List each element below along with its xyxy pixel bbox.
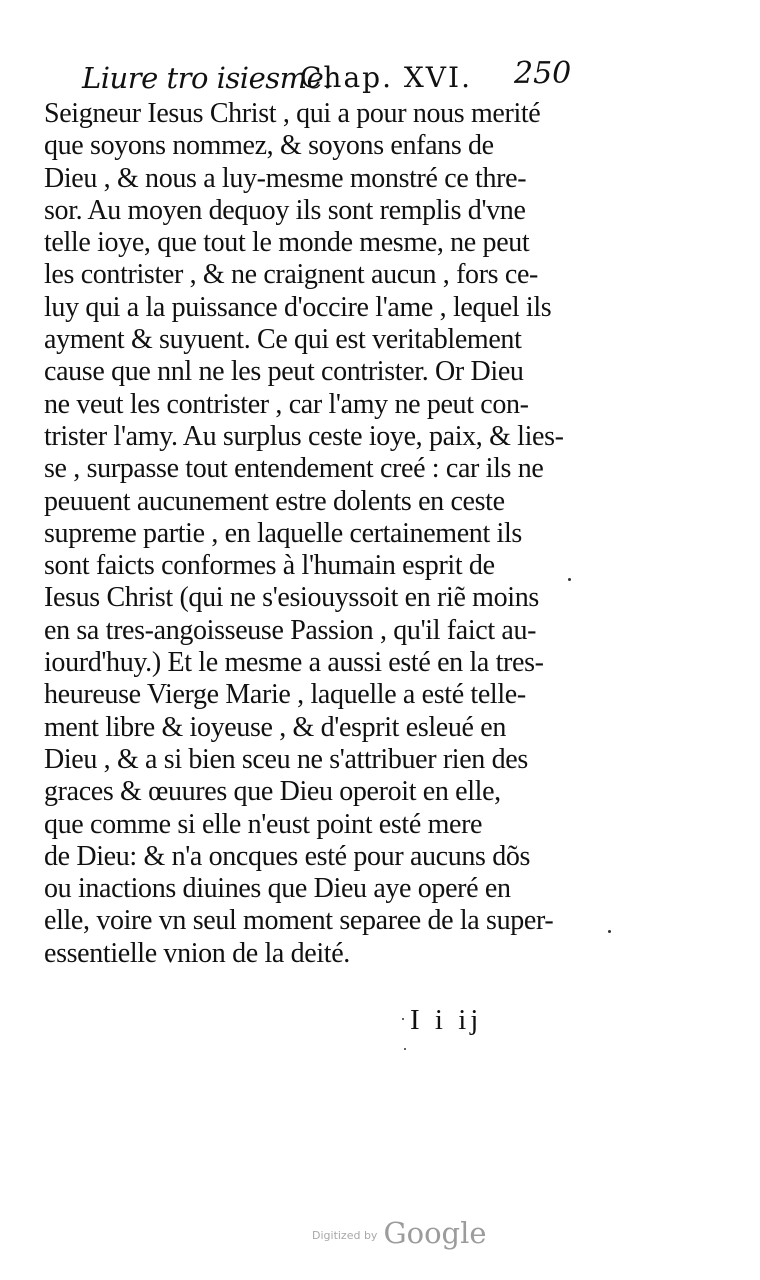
body-text [44, 98, 574, 970]
text-line: sont faicts conformes à l'humain esprit de [44, 550, 495, 582]
text-line: Iesus Christ (qui ne s'esiouyssoit en riẽ moins [44, 582, 539, 614]
text-line: Dieu , & nous a luy-mesme monstré ce thre- [44, 162, 527, 194]
text-line: supreme partie , en laquelle certainement ils [44, 517, 522, 549]
chapter-heading: Chap. XVI. [300, 61, 472, 94]
text-line: iourd'huy.) Et le mesme a aussi esté en la tres- [44, 647, 544, 679]
page-number: 250 [514, 56, 572, 91]
digitized-watermark [312, 1216, 487, 1250]
text-line: peuuent aucunement estre dolents en ceste [44, 485, 505, 517]
ink-speck [404, 1048, 406, 1050]
text-line: que soyons nommez, & soyons enfans de [44, 130, 494, 162]
text-line: Seigneur Iesus Christ , qui a pour nous merité [44, 98, 541, 129]
text-line: en sa tres-angoisseuse Passion , qu'il faict au- [44, 614, 537, 646]
text-line: ment libre & ioyeuse , & d'esprit esleué en [44, 711, 506, 743]
text-line: heureuse Vierge Marie , laquelle a esté telle- [44, 679, 526, 711]
ink-speck [568, 578, 571, 581]
ink-speck [402, 1018, 404, 1020]
text-line: luy qui a la puissance d'occire l'ame , lequel ils [44, 291, 552, 323]
watermark-prefix: Digitized by [312, 1229, 378, 1242]
text-line: se , surpasse tout entendement creé : car ils ne [44, 453, 544, 485]
watermark-logo: Google [383, 1216, 487, 1250]
text-line: trister l'amy. Au surplus ceste ioye, paix, & lies- [44, 420, 564, 452]
text-line: graces & œuures que Dieu operoit en elle, [44, 776, 501, 808]
running-header [82, 58, 572, 98]
text-line: elle, voire vn seul moment separee de la super- [44, 905, 554, 937]
text-line: cause que nnl ne les peut contrister. Or Dieu [44, 356, 524, 388]
text-line: que comme si elle n'eust point esté mere [44, 808, 483, 840]
ink-speck [608, 930, 611, 933]
text-line: sor. Au moyen dequoy ils sont remplis d'vne [44, 194, 526, 226]
text-line: Dieu , & a si bien sceu ne s'attribuer rien des [44, 743, 528, 775]
text-line: ayment & suyuent. Ce qui est veritablement [44, 324, 522, 356]
text-line: de Dieu: & n'a oncques esté pour aucuns dõs [44, 840, 531, 872]
text-line: ne veut les contrister , car l'amy ne peut con- [44, 388, 529, 420]
text-line: ou inactions diuines que Dieu aye operé en [44, 873, 511, 905]
text-line: les contrister , & ne craignent aucun , fors ce- [44, 259, 538, 291]
signature-mark: I i ij [410, 1004, 483, 1036]
text-line: telle ioye, que tout le monde mesme, ne peut [44, 227, 530, 259]
text-line: essentielle vnion de la deité. [44, 937, 350, 969]
running-title: Liure tro isiesme. [82, 61, 333, 95]
